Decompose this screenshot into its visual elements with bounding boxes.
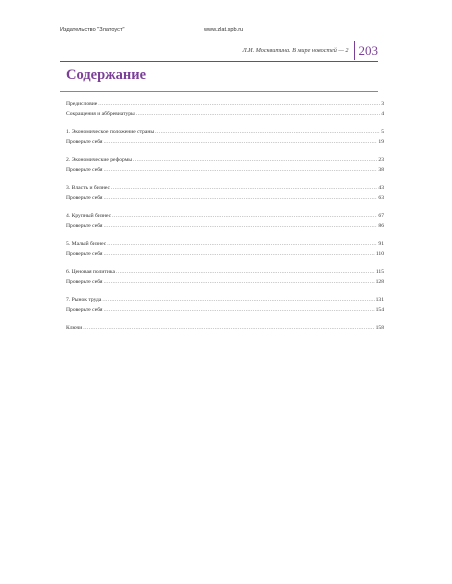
- toc-entry-label: Сокращения и аббревиатуры: [66, 110, 135, 117]
- toc-entry-label: 3. Власть и бизнес: [66, 185, 111, 191]
- toc-entry-label: Ключи: [66, 325, 83, 331]
- toc-entry[interactable]: [66, 307, 384, 317]
- toc-entry[interactable]: [66, 111, 384, 121]
- toc-leader-dots: [104, 195, 378, 201]
- toc-entry[interactable]: [66, 195, 384, 205]
- toc-group-gap: [66, 120, 384, 129]
- toc-leader-dots: [104, 251, 375, 257]
- toc-entry-page: 131: [375, 297, 384, 303]
- toc-leader-dots: [116, 269, 375, 275]
- toc-entry-page: 23: [378, 157, 384, 163]
- toc-entry-page: 86: [378, 222, 384, 229]
- toc-leader-dots: [104, 139, 378, 145]
- toc-entry-label: Проверьте себя: [66, 306, 103, 313]
- toc-leader-dots: [133, 157, 377, 163]
- toc-entry-label: 5. Малый бизнес: [66, 241, 107, 247]
- toc-entry-label: Проверьте себя: [66, 194, 103, 201]
- book-title: Л.И. Москвитина. В мире новостей — 2: [242, 47, 349, 54]
- toc-entry-page: 110: [375, 250, 384, 257]
- toc-entry-page: 38: [378, 166, 384, 173]
- toc-leader-dots: [104, 279, 375, 285]
- toc-entry-label: 6. Ценовая политика: [66, 269, 115, 275]
- toc-entry-label: 2. Экономические реформы: [66, 157, 133, 163]
- page-number: 203: [358, 43, 378, 58]
- publisher-name: Издательство "Златоуст": [60, 27, 125, 33]
- toc-leader-dots: [155, 129, 380, 135]
- toc-leader-dots: [102, 297, 374, 303]
- running-header: [242, 41, 378, 60]
- toc-entry-page: 63: [378, 194, 384, 201]
- toc-entry-page: 154: [375, 306, 384, 313]
- toc-leader-dots: [107, 241, 377, 247]
- toc-entry-page: 19: [378, 138, 384, 145]
- toc-entry-page: 91: [378, 241, 384, 247]
- toc-group-gap: [66, 316, 384, 325]
- toc-leader-dots: [104, 307, 375, 313]
- toc-entry-label: Проверьте себя: [66, 166, 103, 173]
- title-rule: [60, 91, 378, 92]
- toc-group-gap: [66, 176, 384, 185]
- toc-leader-dots: [104, 167, 378, 173]
- toc-entry[interactable]: [66, 297, 384, 307]
- toc-entry[interactable]: [66, 101, 384, 111]
- toc-entry[interactable]: [66, 167, 384, 177]
- page-title: Содержание: [66, 67, 147, 83]
- toc-group-gap: [66, 232, 384, 241]
- toc-entry[interactable]: [66, 185, 384, 195]
- toc-entry[interactable]: [66, 269, 384, 279]
- toc-entry[interactable]: [66, 213, 384, 223]
- site-url[interactable]: www.zlat.spb.ru: [204, 27, 244, 33]
- toc-entry[interactable]: [66, 129, 384, 139]
- toc-leader-dots: [83, 325, 374, 331]
- toc-group-gap: [66, 204, 384, 213]
- toc-entry-page: 115: [375, 269, 384, 275]
- toc-entry-label: Проверьте себя: [66, 250, 103, 257]
- toc-entry[interactable]: [66, 279, 384, 289]
- toc-entry-label: 4. Крупный бизнес: [66, 213, 112, 219]
- toc-entry[interactable]: [66, 223, 384, 233]
- toc-entry-label: Предисловие: [66, 101, 98, 107]
- toc-leader-dots: [111, 185, 377, 191]
- toc-entry[interactable]: [66, 241, 384, 251]
- toc-leader-dots: [136, 111, 380, 117]
- toc-group-gap: [66, 148, 384, 157]
- toc-entry-page: 4: [381, 110, 384, 117]
- toc-group-gap: [66, 288, 384, 297]
- toc-entry-page: 67: [378, 213, 384, 219]
- toc-entry[interactable]: [66, 325, 384, 335]
- header-rule: [60, 61, 378, 62]
- toc-entry-page: 3: [381, 101, 384, 107]
- toc-entry-label: Проверьте себя: [66, 222, 103, 229]
- toc-entry[interactable]: [66, 157, 384, 167]
- toc-entry-label: Проверьте себя: [66, 138, 103, 145]
- toc-entry-label: Проверьте себя: [66, 278, 103, 285]
- toc-leader-dots: [112, 213, 377, 219]
- toc-entry-page: 5: [381, 129, 384, 135]
- toc-entry[interactable]: [66, 139, 384, 149]
- toc-group-gap: [66, 260, 384, 269]
- toc-entry-label: 1. Экономическое положение страны: [66, 129, 155, 135]
- toc-entry-page: 43: [378, 185, 384, 191]
- toc-entry-label: 7. Рынок труда: [66, 297, 102, 303]
- table-of-contents: [66, 101, 384, 335]
- toc-leader-dots: [104, 223, 378, 229]
- toc-leader-dots: [98, 101, 380, 107]
- toc-entry[interactable]: [66, 251, 384, 261]
- toc-entry-page: 128: [375, 278, 384, 285]
- toc-entry-page: 158: [375, 325, 384, 331]
